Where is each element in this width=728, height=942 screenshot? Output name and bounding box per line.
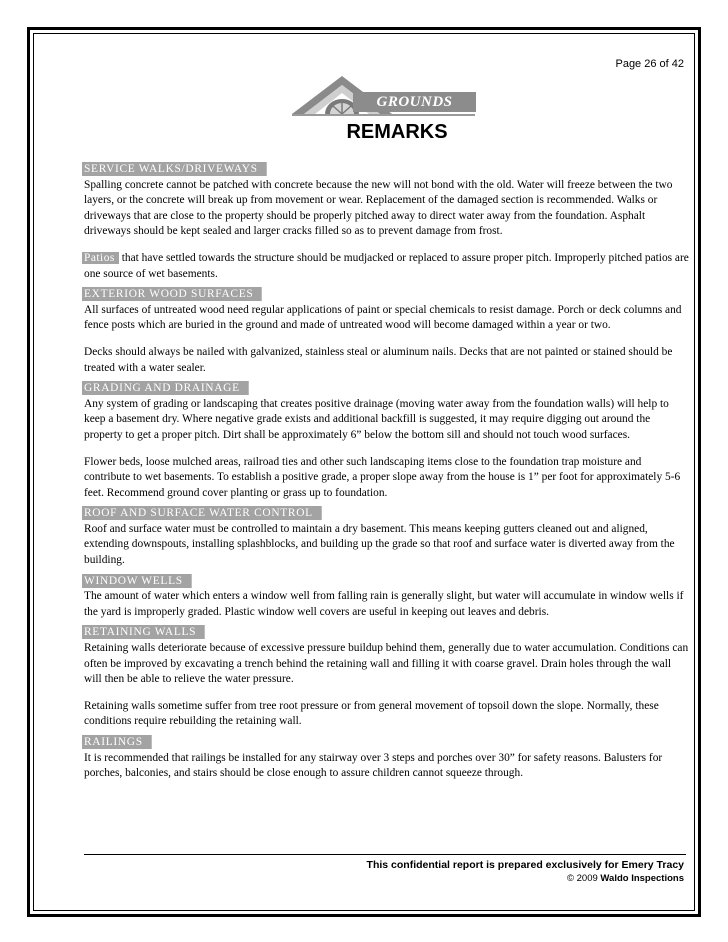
footer-confidential-note: This confidential report is prepared exclusively for Emery Tracy [366,859,684,871]
inline-heading-patios: Patios [82,252,119,264]
footer-copyright [567,873,684,884]
section-heading: RAILINGS [82,735,152,749]
section-service-walks [84,162,690,282]
section-paragraph: Flower beds, loose mulched areas, railroad ties and other such landscaping items close to the foundation trap moisture and contribute to wet basements. To establish a positive grade, a proper slope away from the house is 1” per foot for approximately 5-6 feet. Recommend ground cover planting or grass up to foundation. [84,455,681,499]
section-railings [84,735,690,782]
section-paragraph [84,251,690,282]
section-paragraph: The amount of water which enters a window well from falling rain is generally slight, but water will accumulate in window wells if the yard is improperly graded. Plastic window well covers are useful in keeping out leaves and debris. [84,590,684,618]
copyright-year: © 2009 [567,873,598,884]
section-window-wells [84,574,690,621]
section-roof-water [84,506,690,568]
section-paragraph: Spalling concrete cannot be patched with concrete because the new will not bond with the old. Water will freeze between the two layers, or the concrete will break up from movement or wear. Replacement of the damaged section is recommended. Walks or driveways that are close to the property should be properly pitched away to direct water away from the foundation. Asphalt driveways should be kept sealed and larger cracks filled so as to prevent damage from frost. [84,178,673,238]
page-number: Page 26 of 42 [615,58,684,70]
section-paragraph: All surfaces of untreated wood need regular applications of paint or special chemicals to resist damage. Porch or deck columns and fence posts which are buried in the ground and made of untreated wood will become damaged within a year or two. [84,303,682,332]
section-heading: EXTERIOR WOOD SURFACES [82,287,262,301]
section-paragraph: Roof and surface water must be controlled to maintain a dry basement. This means keeping gutters cleaned out and aligned, extending downspouts, installing splashblocks, and building up the grade so that roof and surface water is diverted away from the building. [84,522,675,567]
section-heading: WINDOW WELLS [82,574,192,588]
section-paragraph: Any system of grading or landscaping that creates positive drainage (moving water away from the foundation walls) will help to keep a basement dry. Where negative grade exists and additional backfill is suggested, it may require digging out around the property to get a proper pitch. Dirt shall be approximately 6” below the bottom sill and should not touch wood surfaces. [84,397,669,441]
section-grading-drainage [84,381,690,501]
section-paragraph: Decks should always be nailed with galvanized, stainless steal or aluminum nails. Decks that are not painted or stained should be treated with a water sealer. [84,345,673,374]
section-heading: GRADING AND DRAINAGE [82,381,249,395]
section-exterior-wood [84,287,690,376]
paragraph-text: that have settled towards the structure should be mudjacked or replaced to assure proper pitch. Improperly pitched patios are one source of wet basements. [84,251,689,280]
section-retaining-walls [84,625,690,730]
section-paragraph: Retaining walls deteriorate because of excessive pressure buildup behind them, generally due to water accumulation. Conditions can often be improved by excavating a trench behind the retaining wall and filling it with coarse gravel. Drain holes through the wall will then be able to relieve the water pressure. [84,642,689,686]
section-heading: ROOF AND SURFACE WATER CONTROL [82,506,322,520]
company-name: Waldo Inspections [600,873,684,884]
grounds-banner: GROUNDS [353,92,476,112]
section-paragraph: It is recommended that railings be installed for any stairway over 3 steps and porches over 30” for safety reasons. Balusters for porches, balconies, and stairs should be close enough to assure children cannot squeeze through. [84,751,663,780]
section-heading: SERVICE WALKS/DRIVEWAYS [82,162,267,176]
page-title: REMARKS [346,121,448,143]
section-heading: RETAINING WALLS [82,625,205,639]
remarks-content [84,162,690,787]
section-paragraph: Retaining walls sometime suffer from tree root pressure or from general movement of topsoil down the slope. Normally, these conditions require rebuilding the retaining wall. [84,699,659,728]
footer-divider [84,854,686,855]
